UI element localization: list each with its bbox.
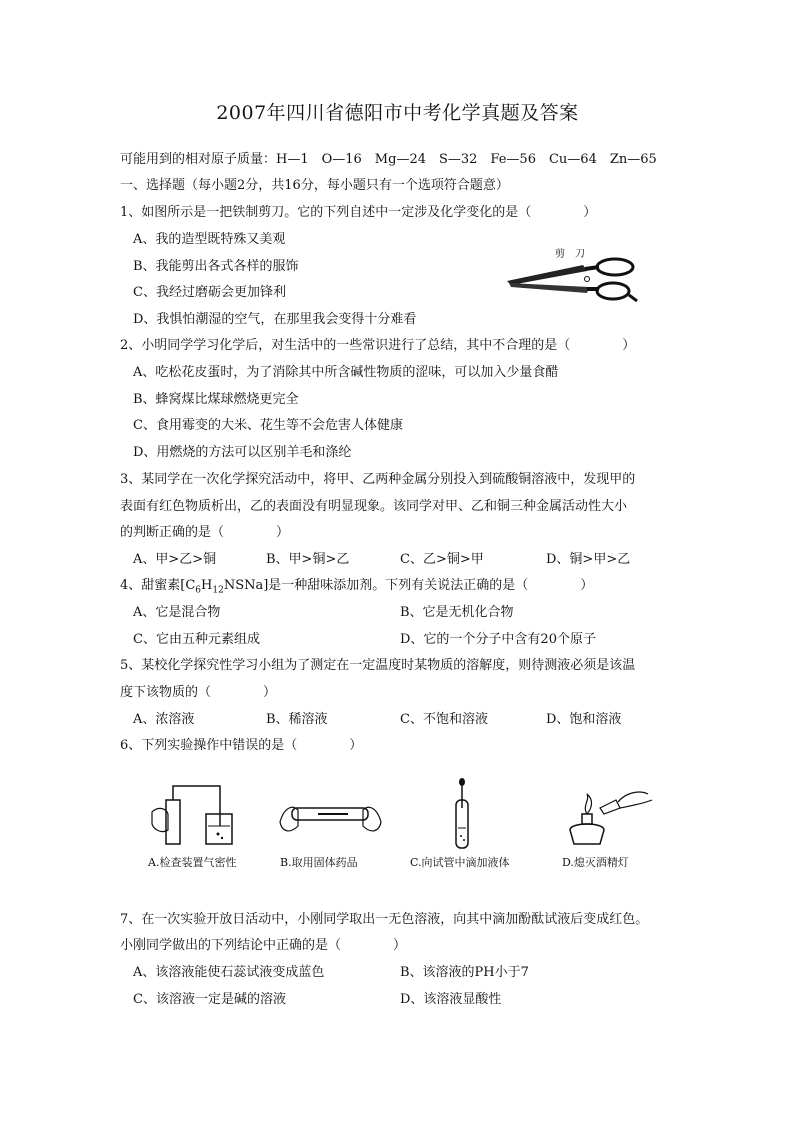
q3-option-a: A、甲>乙>铜 [133, 552, 217, 567]
figure-a-caption: A.检查装置气密性 [148, 856, 237, 869]
q3-stem-line1: 3、某同学在一次化学探究活动中，将甲、乙两种金属分别投入到硫酸铜溶液中，发现甲的 [120, 472, 636, 487]
q5-stem-line1: 5、某校化学探究性学习小组为了测定在一定温度时某物质的溶解度，则待测液必须是该温 [120, 658, 636, 673]
figure-b [278, 778, 383, 870]
section-heading: 一、选择题（每小题2分，共16分，每小题只有一个选项符合题意） [120, 178, 509, 193]
q6-stem: 6、下列实验操作中错误的是（ ） [120, 738, 363, 753]
figure-c [410, 778, 520, 870]
q3-option-b: B、甲>铜>乙 [266, 552, 350, 567]
figure-a [148, 778, 263, 870]
q5-option-a: A、浓溶液 [133, 712, 195, 727]
alcohol-lamp-icon [560, 778, 660, 850]
atomic-masses: 可能用到的相对原子质量：H—1 O—16 Mg—24 S—32 Fe—56 Cu—64 Zn—65 [120, 152, 657, 167]
q4-option-c: C、它由五种元素组成 [133, 632, 260, 647]
q7-option-b: B、该溶液的PH小于7 [400, 965, 529, 980]
q4-option-b: B、它是无机化合物 [400, 605, 514, 620]
q7-option-a: A、该溶液能使石蕊试液变成蓝色 [133, 965, 325, 980]
q7-option-c: C、该溶液一定是碱的溶液 [133, 992, 286, 1007]
q4-option-a: A、它是混合物 [133, 605, 221, 620]
q4-stem: 4、甜蜜素$[C_6H_{12}NSNa]$是一种甜味添加剂。下列有关说法正确的是（ ） [120, 578, 594, 596]
q5-option-b: B、稀溶液 [266, 712, 328, 727]
q4-option-d: D、它的一个分子中含有20个原子 [400, 632, 596, 647]
q1-option-c: C、我经过磨砺会更加锋利 [133, 285, 286, 300]
q5-option-c: C、不饱和溶液 [400, 712, 488, 727]
q1-stem: 1、如图所示是一把铁制剪刀。它的下列自述中一定涉及化学变化的是（ ） [120, 205, 597, 220]
q3-option-c: C、乙>铜>甲 [400, 552, 484, 567]
airtightness-apparatus-icon [148, 778, 263, 850]
q5-option-d: D、饱和溶液 [546, 712, 622, 727]
q5-stem-line2: 度下该物质的（ ） [120, 685, 277, 700]
q3-option-d: D、铜>甲>乙 [546, 552, 631, 567]
q3-stem-line2: 表面有红色物质析出，乙的表面没有明显现象。该同学对甲、乙和铜三种金属活动性大小 [120, 499, 628, 514]
figure-d-caption: D.熄灭酒精灯 [562, 856, 629, 869]
q2-option-b: B、蜂窝煤比煤球燃烧更完全 [133, 392, 299, 407]
solid-reagent-icon [278, 778, 383, 850]
q7-stem-line2: 小刚同学做出的下列结论中正确的是（ ） [120, 938, 407, 953]
scissors-label: 剪 刀 [555, 249, 585, 260]
figure-d [560, 778, 660, 870]
q2-option-d: D、用燃烧的方法可以区别羊毛和涤纶 [133, 445, 352, 460]
scissors-figure [503, 243, 648, 308]
q1-option-d: D、我惧怕潮湿的空气，在那里我会变得十分难看 [133, 312, 417, 327]
q7-stem-line1: 7、在一次实验开放日活动中，小刚同学取出一无色溶液，向其中滴加酚酞试液后变成红色。 [120, 912, 649, 927]
q7-option-d: D、该溶液显酸性 [400, 992, 502, 1007]
q2-option-c: C、食用霉变的大米、花生等不会危害人体健康 [133, 418, 403, 433]
q1-option-b: B、我能剪出各式各样的服饰 [133, 259, 299, 274]
q2-stem: 2、小明同学学习化学后，对生活中的一些常识进行了总结，其中不合理的是（ ） [120, 338, 636, 353]
q3-stem-line3: 的判断正确的是（ ） [120, 525, 290, 540]
q2-option-a: A、吃松花皮蛋时，为了消除其中所含碱性物质的涩味，可以加入少量食醋 [133, 365, 559, 380]
figure-c-caption: C.向试管中滴加液体 [410, 856, 510, 869]
q1-option-a: A、我的造型既特殊又美观 [133, 232, 286, 247]
dropper-test-tube-icon [410, 778, 520, 850]
page-title: 2007年四川省德阳市中考化学真题及答案 [216, 102, 579, 124]
figure-b-caption: B.取用固体药品 [280, 856, 358, 869]
